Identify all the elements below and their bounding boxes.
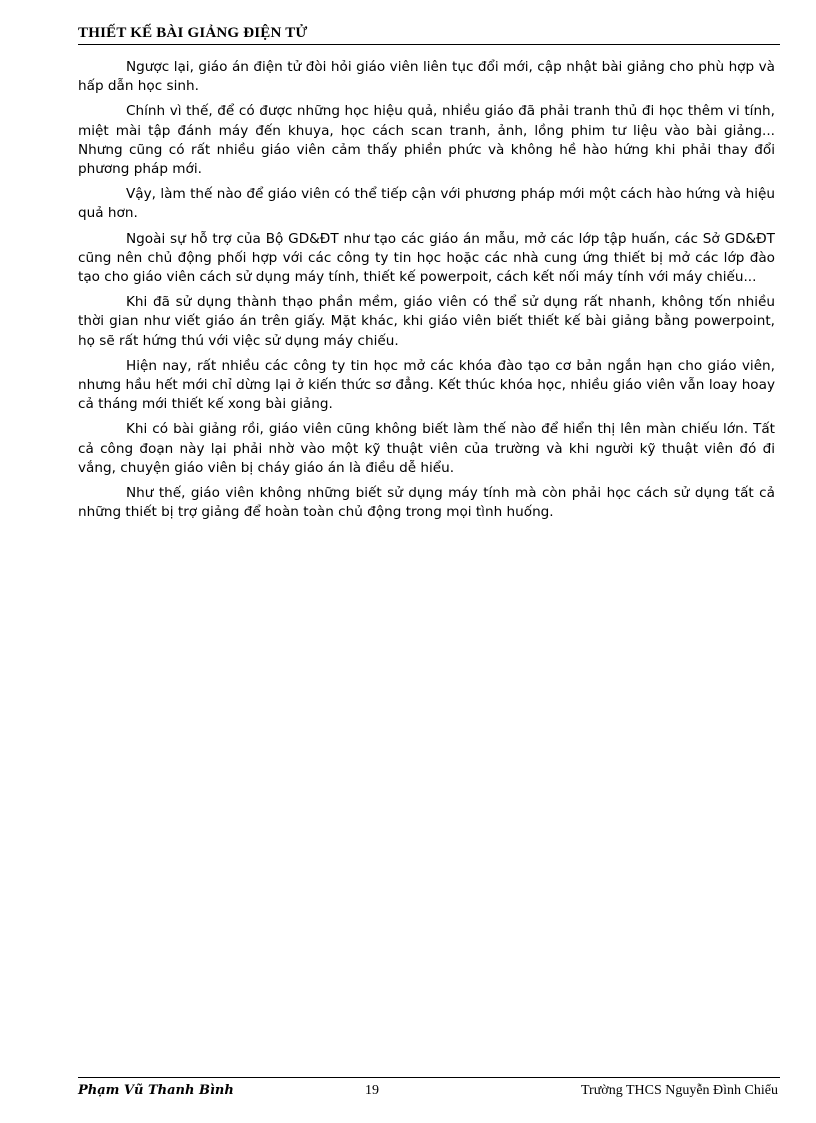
header-title: THIẾT KẾ BÀI GIẢNG ĐIỆN TỬ [78, 25, 308, 41]
footer-school: Trường THCS Nguyễn Đình Chiểu [580, 1083, 778, 1098]
footer-author: Phạm Vũ Thanh Bình [78, 1083, 234, 1098]
paragraph: Hiện nay, rất nhiều các công ty tin học mở các khóa đào tạo cơ bản ngắn hạn cho giáo viên, nhưng hầu hết mới chỉ dừng lại ở kiến thức sơ đẳng. Kết thúc khóa học, nhiều giáo viên vẫn loay hoay cả tháng mới thiết kế xong bài giảng. [78, 357, 775, 413]
paragraph: Vậy, làm thế nào để giáo viên có thể tiếp cận với phương pháp mới một cách hào hứng và hiệu quả hơn. [78, 186, 775, 222]
page-footer [78, 1077, 780, 1106]
page-number: 19 [365, 1083, 379, 1098]
paragraph: Khi đã sử dụng thành thạo phần mềm, giáo viên có thể sử dụng rất nhanh, không tốn nhiều thời gian như viết giáo án trên giấy. Mặt khác, khi giáo viên biết thiết kế bài giảng bằng powerpoint, họ sẽ rất hứng thú với việc sử dụng máy chiếu. [78, 294, 775, 349]
paragraph: Chính vì thế, để có được những học hiệu quả, nhiều giáo đã phải tranh thủ đi học thêm vi tính, miệt mài tập đánh máy đến khuya, học cách scan tranh, ảnh, lồng phim tư liệu vào bài giảng... Nhưng cũng có rất nhiều giáo viên cảm thấy phiền phức và không hề hào hứng khi phải thay đổi phương pháp mới. [78, 103, 775, 178]
page-header [78, 24, 780, 45]
paragraph: Ngược lại, giáo án điện tử đòi hỏi giáo viên liên tục đổi mới, cập nhật bài giảng cho phù hợp và hấp dẫn học sinh. [78, 59, 775, 95]
paragraph: Ngoài sự hỗ trợ của Bộ GD&ĐT như tạo các giáo án mẫu, mở các lớp tập huấn, các Sở GD&ĐT cũng nên chủ động phối hợp với các công ty tin học hoặc các nhà cung ứng thiết bị mở các lớp đào tạo cho giáo viên cách sử dụng máy tính, thiết kế powerpoit, cách kết nối máy tính với máy chiếu... [78, 230, 775, 286]
body-text [78, 58, 775, 528]
paragraph: Như thế, giáo viên không những biết sử dụng máy tính mà còn phải học cách sử dụng tất cả những thiết bị trợ giảng để hoàn toàn chủ động trong mọi tình huống. [78, 485, 775, 521]
paragraph: Khi có bài giảng rồi, giáo viên cũng không biết làm thế nào để hiển thị lên màn chiếu lớn. Tất cả công đoạn này lại phải nhờ vào một kỹ thuật viên của trường và khi người kỹ thuật viên đó đi vắng, chuyện giáo viên bị cháy giáo án là điều dễ hiểu. [78, 421, 775, 476]
